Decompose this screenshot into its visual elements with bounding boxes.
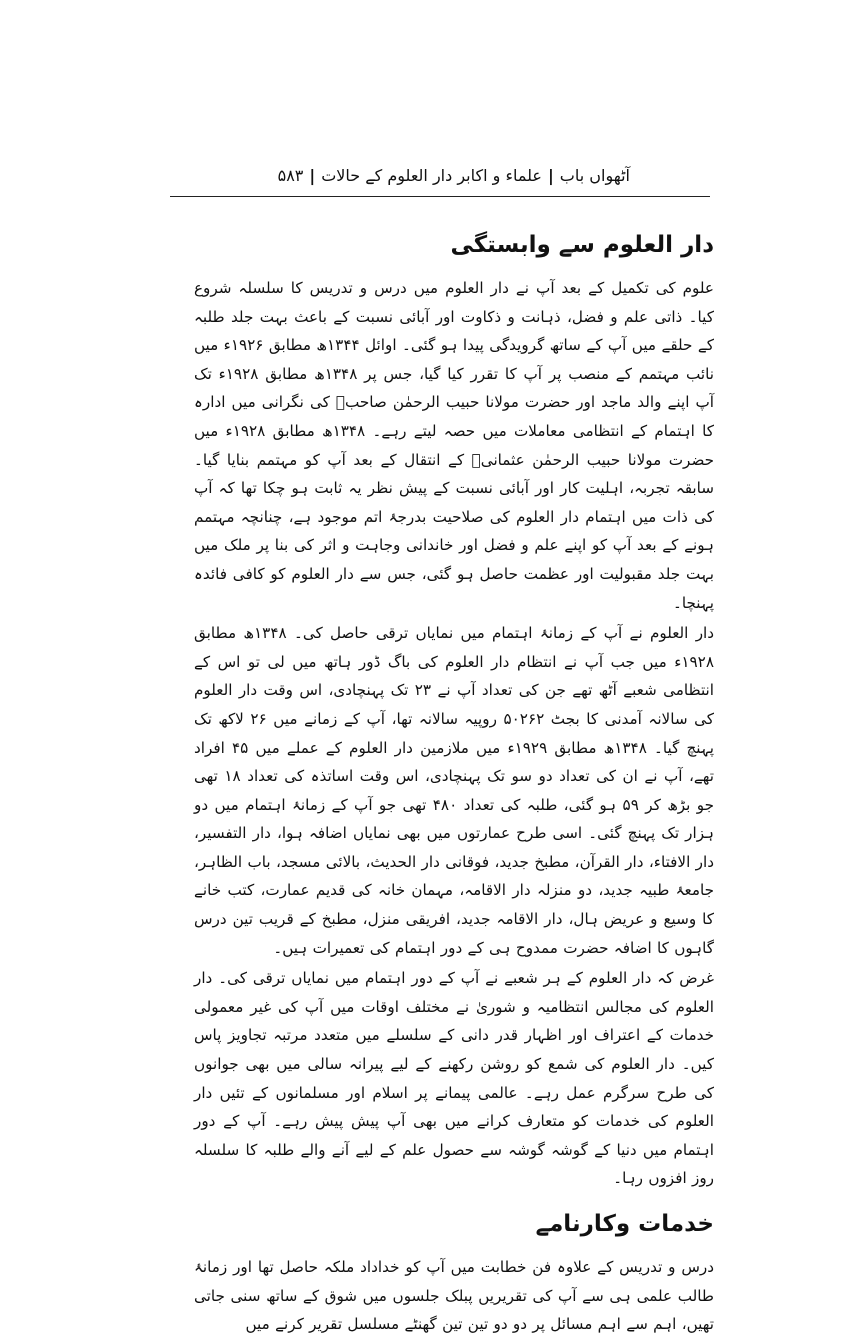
- header-rule: [170, 196, 710, 197]
- paragraph: علوم کی تکمیل کے بعد آپ نے دار العلوم میں درس و تدریس کا سلسلہ شروع کیا۔ ذاتی علم و فضل، ذہانت و ذکاوت اور آبائی نسبت کے باعث بہت جلد طلبہ کے حلقے میں آپ کے ساتھ گرویدگی پیدا ہو گئی۔ اوائل ۱۳۴۴ھ مطابق ۱۹۲۶ء میں نائب مہتمم کے منصب پر آپ کا تقرر کیا گیا، جس پر ۱۳۴۸ھ مطابق ۱۹۲۸ء تک آپ اپنے والد ماجد اور حضرت مولانا حبیب الرحمٰن صاحبؒ کی نگرانی میں ادارہ کا اہتمام کے انتظامی معاملات میں حصہ لیتے رہے۔ ۱۳۴۸ھ مطابق ۱۹۲۸ء میں حضرت مولانا حبیب الرحمٰن عثمانیؒ کے انتقال کے بعد آپ کو مہتمم بنایا گیا۔ سابقہ تجربہ، اہلیت کار اور آبائی نسبت کے پیش نظر یہ ثابت ہو چکا تھا کہ آپ کی ذات میں اہتمام دار العلوم کی صلاحیت بدرجۂ اتم موجود ہے، چنانچہ مہتمم ہونے کے بعد آپ کو اپنے علم و فضل اور خاندانی وجاہت و اثر کی بنا پر ملک میں بہت جلد مقبولیت اور عظمت حاصل ہو گئی، جس سے دار العلوم کو کافی فائدہ پہنچا۔: [194, 279, 715, 612]
- paragraph: غرض کہ دار العلوم کے ہر شعبے نے آپ کے دور اہتمام میں نمایاں ترقی کی۔ دار العلوم کی مجالس انتظامیہ و شوریٰ نے مختلف اوقات میں آپ کی غیر معمولی خدمات کے اعتراف اور اظہار قدر دانی کے سلسلے میں متعدد مرتبہ تجاویز پاس کیں۔ دار العلوم کی شمع کو روشن رکھنے کے لیے پیرانہ سالی میں بھی جوانوں کی طرح سرگرم عمل رہے۔ عالمی پیمانے پر اسلام اور مسلمانوں کے تئیں دار العلوم کی خدمات کو متعارف کرانے میں بھی آپ پیش پیش رہے۔ آپ کے دور اہتمام میں دنیا کے گوشہ گوشہ سے حصول علم کے لیے آنے والے طلبہ کا سلسلہ روز افزوں رہا۔: [194, 969, 714, 1188]
- paragraph: درس و تدریس کے علاوہ فن خطابت میں آپ کو خداداد ملکہ حاصل تھا اور زمانۂ طالب علمی ہی سے آپ کی تقریریں پبلک جلسوں میں شوق کے ساتھ سنی جاتی تھیں، اہم سے اہم مسائل پر دو دو تین تین گھنٹے مسلسل تقریر کرنے میں: [194, 1258, 714, 1334]
- header-separator: |: [547, 165, 554, 185]
- running-header: [228, 160, 630, 190]
- paragraph: دار العلوم نے آپ کے زمانۂ اہتمام میں نمایاں ترقی حاصل کی۔ ۱۳۴۸ھ مطابق ۱۹۲۸ء میں جب آپ نے انتظام دار العلوم کی باگ ڈور ہاتھ میں لی تو اس کے انتظامی شعبے آٹھ تھے جن کی تعداد آپ نے ۲۳ تک پہنچادی، اس وقت دار العلوم کی سالانہ آمدنی کا بجٹ ۵۰۲۶۲ روپیہ سالانہ تھا، آپ کے زمانے میں ۲۶ لاکھ تک پہنچ گیا۔ ۱۳۴۸ھ مطابق ۱۹۲۹ء میں ملازمین دار العلوم کے عملے میں ۴۵ افراد تھے، آپ نے ان کی تعداد دو سو تک پہنچادی، اس وقت اساتذہ کی تعداد ۱۸ تھی جو بڑھ کر ۵۹ ہو گئی، طلبہ کی تعداد ۴۸۰ تھی جو آپ کے زمانۂ اہتمام میں دو ہزار تک پہنچ گئی۔ اسی طرح عمارتوں میں بھی نمایاں اضافہ ہوا، دار التفسیر، دار الافتاء، دار القرآن، مطبخ جدید، فوقانی دار الحدیث، بالائی مسجد، باب الظاہر، جامعۂ طبیہ جدید، دو منزلہ دار الاقامہ، مہمان خانہ کی قدیم عمارت، کتب خانے کا وسیع و عریض ہال، دار الاقامہ جدید، افریقی منزل، مطبخ کے قریب تین درس گاہوں کا اضافہ حضرت ممدوح ہی کے دور اہتمام کی تعمیرات ہیں۔: [194, 624, 715, 957]
- page-body: [194, 226, 714, 1341]
- section-heading: دار العلوم سے وابستگی: [450, 232, 714, 258]
- chapter-label: آٹھواں باب: [559, 165, 630, 185]
- section-title: علماء و اکابر دار العلوم کے حالات: [321, 165, 542, 185]
- header-separator: |: [309, 165, 316, 185]
- page-number: ۵۸۳: [277, 165, 304, 185]
- section-heading: خدمات وکارنامے: [535, 1211, 714, 1237]
